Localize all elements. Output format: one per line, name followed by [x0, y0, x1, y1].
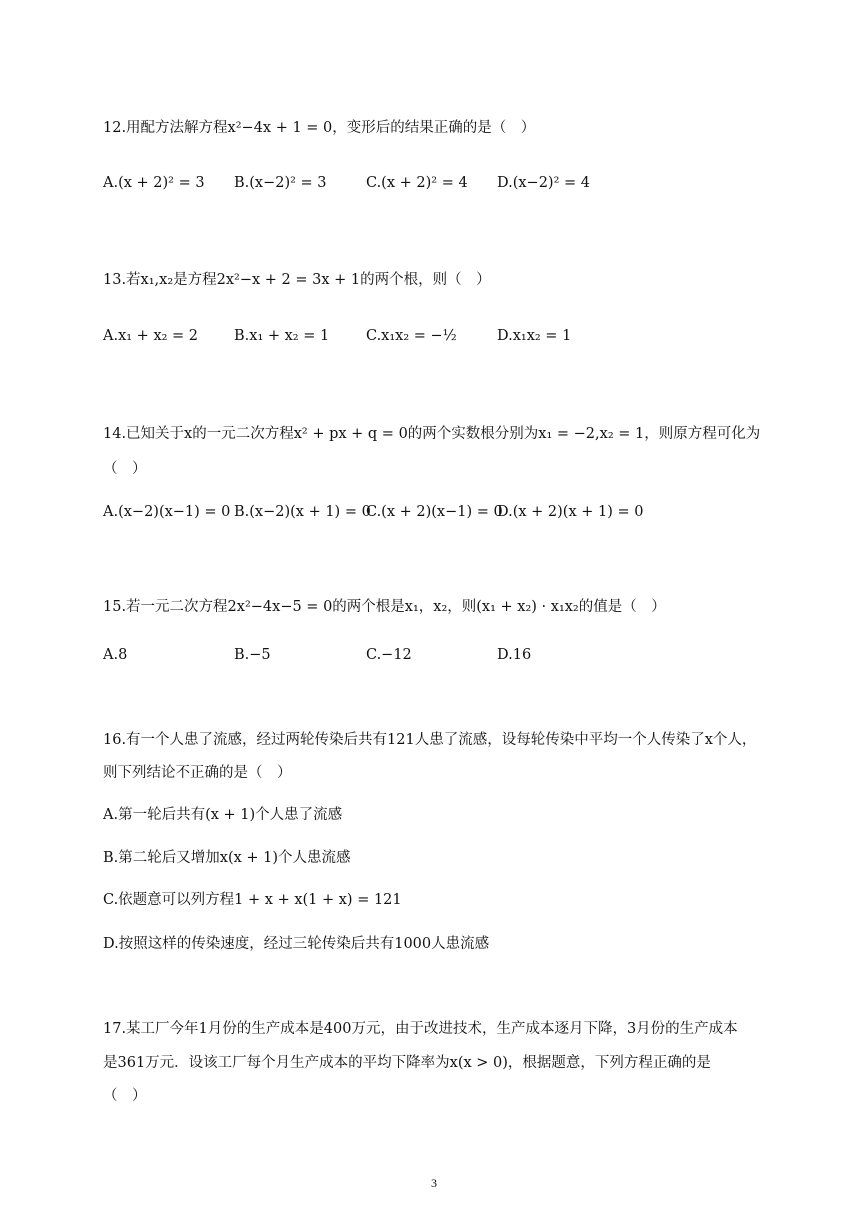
q12-option-c: C.(x + 2)² = 4 [366, 175, 468, 191]
q12-stem: 12.用配方法解方程x²−4x + 1 = 0，变形后的结果正确的是（ ） [103, 120, 536, 136]
q13-option-a: A.x₁ + x₂ = 2 [103, 328, 199, 344]
q12-option-b: B.(x−2)² = 3 [234, 175, 327, 191]
q13-option-c: C.x₁x₂ = −½ [366, 328, 457, 344]
q15-option-a: A.8 [103, 647, 128, 663]
q15-stem: 15.若一元二次方程2x²−4x−5 = 0的两个根是x₁，x₂，则(x₁ + x₂) · x₁x₂的值是（ ） [103, 599, 666, 615]
q13-stem: 13.若x₁,x₂是方程2x²−x + 2 = 3x + 1的两个根，则（ ） [103, 272, 491, 288]
page-number: 3 [431, 1176, 437, 1190]
q13-option-d: D.x₁x₂ = 1 [497, 328, 572, 344]
q15-option-d: D.16 [497, 647, 532, 663]
q13-option-b: B.x₁ + x₂ = 1 [234, 328, 330, 344]
q14-stem: 14.已知关于x的一元二次方程x² + px + q = 0的两个实数根分别为x₁ = −2,x₂ = 1，则原方程可化为 [103, 426, 761, 442]
q12-option-a: A.(x + 2)² = 3 [103, 175, 205, 191]
q12-option-d: D.(x−2)² = 4 [497, 175, 590, 191]
q16-stem-line2: 则下列结论不正确的是（ ） [103, 765, 292, 781]
q14-option-b: B.(x−2)(x + 1) = 0 [234, 504, 371, 520]
q17-stem: 17.某工厂今年1月份的生产成本是400万元，由于改进技术，生产成本逐月下降，3月份的生产成本 [103, 1021, 738, 1037]
q14-option-a: A.(x−2)(x−1) = 0 [103, 504, 231, 520]
q17-stem-line2: 是361万元．设该工厂每个月生产成本的平均下降率为x(x > 0)，根据题意，下列方程正确的是 [103, 1055, 711, 1071]
q14-option-d: D.(x + 2)(x + 1) = 0 [497, 504, 644, 520]
q16-option-a: A.第一轮后共有(x + 1)个人患了流感 [103, 807, 343, 823]
q16-option-c: C.依题意可以列方程1 + x + x(1 + x) = 121 [103, 892, 402, 908]
q14-stem-paren: （ ） [103, 461, 147, 477]
q15-option-b: B.−5 [234, 647, 271, 663]
q15-option-c: C.−12 [366, 647, 412, 663]
q17-stem-paren: （ ） [103, 1088, 147, 1104]
q16-stem: 16.有一个人患了流感，经过两轮传染后共有121人患了流感，设每轮传染中平均一个人传染了x个人， [103, 732, 757, 748]
q14-option-c: C.(x + 2)(x−1) = 0 [366, 504, 503, 520]
q16-option-d: D.按照这样的传染速度，经过三轮传染后共有1000人患流感 [103, 936, 490, 952]
q16-option-b: B.第二轮后又增加x(x + 1)个人患流感 [103, 850, 351, 866]
